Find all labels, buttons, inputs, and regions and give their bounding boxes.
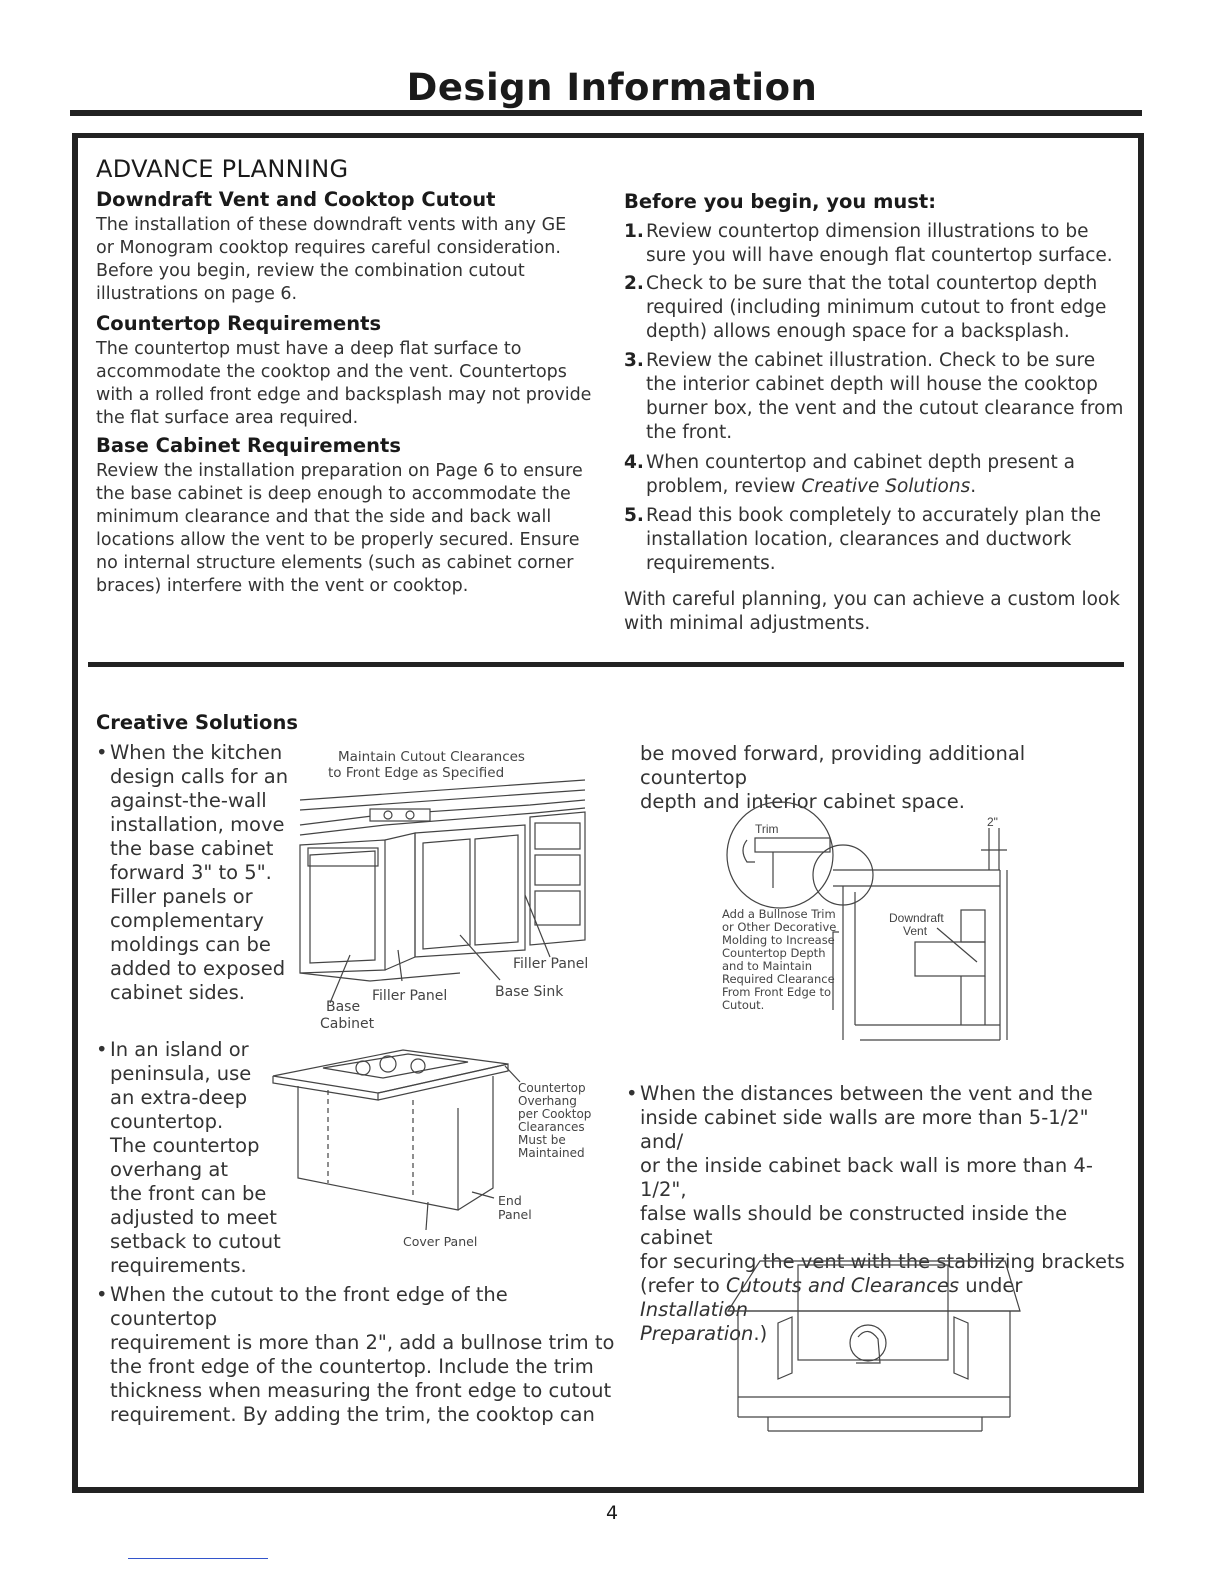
downdraft-heading: Downdraft Vent and Cooktop Cutout [96, 188, 496, 211]
label-filler-panel-right: Filler Panel [513, 956, 589, 972]
step-5: 5. Read this book completely to accurately plan the installation location, clearances and ductwork requirements. [624, 505, 1101, 574]
label-to-front-edge: to Front Edge as Specified [328, 765, 505, 781]
note-line-3: Molding to Increase [722, 933, 835, 947]
creative-solutions-heading: Creative Solutions [96, 711, 298, 734]
false-walls-illustration [720, 1255, 1030, 1435]
bullet-false-walls: • When the distances between the vent and the inside cabinet side walls are more than 5-1/2" and/ or the inside cabinet back wall is more than 4-1/2", false walls should be constructed inside the cabinet for securing the vent with the stabilizing brackets (refer to Cutouts and Clearances under Installation Preparation.) [626, 1082, 1125, 1345]
advance-planning-heading: ADVANCE PLANNING [96, 155, 349, 183]
label-maintained: Maintained [518, 1146, 585, 1160]
label-filler-panel-left: Filler Panel [372, 988, 448, 1004]
before-you-begin-heading: Before you begin, you must: [624, 190, 936, 213]
note-line-8: Cutout. [722, 998, 765, 1012]
label-per-cooktop: per Cooktop [518, 1107, 592, 1121]
label-overhang: Overhang [518, 1094, 577, 1108]
bullet-island: • In an island or peninsula, use an extra-deep countertop. The countertop overhang at the front can be adjusted to meet setback to cutout requirements. [96, 1038, 281, 1277]
label-cover-panel: Cover Panel [403, 1234, 478, 1249]
island-illustration [268, 1038, 598, 1258]
page-number: 4 [605, 1502, 619, 1524]
label-2-inch: 2" [987, 815, 998, 829]
label-vent: Vent [903, 924, 928, 938]
note-line-6: Required Clearance [722, 972, 835, 986]
step-4: 4. When countertop and cabinet depth present a problem, review Creative Solutions. [624, 452, 1075, 497]
downdraft-text: The installation of these downdraft vents with any GE or Monogram cooktop requires careful consideration. Before you begin, review the combination cutout illustrations on page 6. [96, 215, 567, 304]
step-3: 3. Review the cabinet illustration. Check to be sure the interior cabinet depth will house the cooktop burner box, the vent and the cutout clearance from the front. [624, 350, 1124, 443]
trim-illustration [715, 800, 1015, 1062]
label-downdraft: Downdraft [889, 911, 944, 925]
page-title: Design Information [406, 66, 818, 109]
note-line-5: and to Maintain [722, 959, 812, 973]
label-countertop: Countertop [518, 1081, 586, 1095]
step-1: 1. Review countertop dimension illustrations to be sure you will have enough flat countertop surface. [624, 221, 1113, 266]
label-maintain-clearances: Maintain Cutout Clearances [338, 749, 525, 765]
countertop-text: The countertop must have a deep flat surface to accommodate the cooktop and the vent. Countertops with a rolled front edge and backsplash may not provide the flat surface area required. [96, 339, 592, 428]
note-line-4: Countertop Depth [722, 946, 826, 960]
cabinet-illustration [290, 745, 600, 1040]
label-cabinet: Cabinet [320, 1016, 375, 1032]
label-must-be: Must be [518, 1133, 566, 1147]
title-rule [70, 110, 1142, 116]
countertop-heading: Countertop Requirements [96, 312, 382, 335]
note-line-7: From Front Edge to [722, 985, 832, 999]
label-trim: Trim [755, 822, 779, 836]
base-cabinet-text: Review the installation preparation on Page 6 to ensure the base cabinet is deep enough to accommodate the minimum clearance and that the side and back wall locations allow the vent to be properly secured. Ensure no internal structure elements (such as cabinet corner braces) interfere with the vent or cooktop. [96, 461, 583, 596]
step-2: 2. Check to be sure that the total countertop depth required (including minimum cutout to front edge depth) allows enough space for a backsplash. [624, 273, 1107, 342]
section-divider [88, 662, 1124, 667]
note-line-1: Add a Bullnose Trim [722, 907, 836, 921]
bullet-against-wall: • When the kitchen design calls for an against-the-wall installation, move the base cabinet forward 3" to 5". Filler panels or complementary moldings can be added to exposed cabinet sides. [96, 741, 289, 1004]
base-cabinet-heading: Base Cabinet Requirements [96, 434, 401, 457]
label-base: Base [326, 999, 361, 1015]
bullnose-continued: be moved forward, providing additional countertop depth and interior cabinet space. [640, 742, 1026, 813]
label-end: End [498, 1193, 522, 1208]
label-panel: Panel [498, 1207, 532, 1222]
footer-link-rule [128, 1558, 268, 1559]
bullet-bullnose: • When the cutout to the front edge of the countertop requirement is more than 2", add a bullnose trim to the front edge of the countertop. Include the trim thickness when measuring the front edge to cutout requirement. By adding the trim, the cooktop can [96, 1283, 615, 1426]
label-base-sink: Base Sink [495, 984, 564, 1000]
closing-text: With careful planning, you can achieve a custom look with minimal adjustments. [624, 589, 1120, 634]
label-clearances: Clearances [518, 1120, 585, 1134]
note-line-2: or Other Decorative [722, 920, 837, 934]
